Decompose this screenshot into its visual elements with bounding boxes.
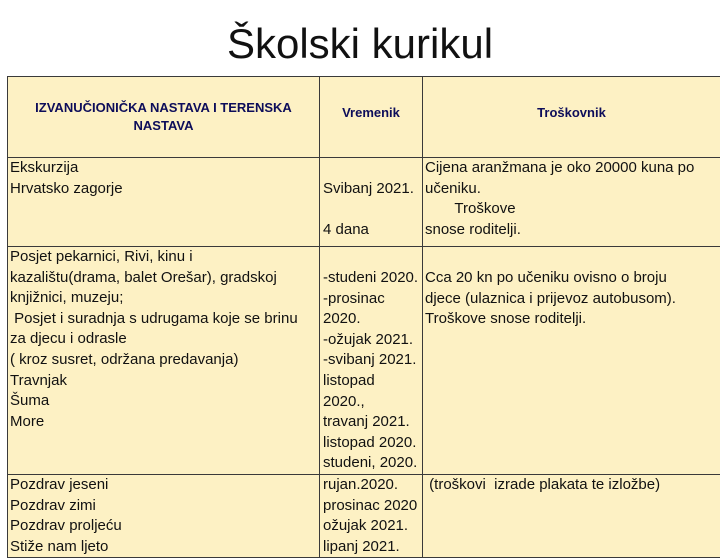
cost-cell [423,158,720,247]
header-costs: Troškovnik [423,77,720,158]
activity-cell [8,158,320,247]
cost-line: Troškove [425,199,545,220]
activity-line: Posjet i suradnja s udrugama koje se brinu [10,309,319,330]
header-schedule: Vremenik [320,77,423,158]
activity-line: kazalištu(drama, balet Orešar), gradskoj [10,268,319,289]
schedule-line: ožujak 2021. [323,516,422,537]
schedule-line: -studeni 2020. [323,268,422,289]
activity-line: Posjet pekarnici, Rivi, kinu i [10,247,319,268]
curriculum-table [7,76,720,558]
cost-line: (troškovi izrade plakata te izložbe) [425,475,720,496]
schedule-cell [320,158,423,247]
schedule-line: -svibanj 2021. [323,350,422,371]
schedule-line: Svibanj 2021. [323,179,422,200]
activity-line: ( kroz susret, održana predavanja) [10,350,319,371]
header-activity: IZVANUČIONIČKA NASTAVA I TERENSKA NASTAVA [8,77,320,158]
schedule-cell [320,247,423,475]
cost-line: Troškove snose roditelji. [425,309,720,330]
activity-cell [8,474,320,557]
cost-cell [423,247,720,475]
cost-line: Cca 20 kn po učeniku ovisno o broju [425,268,720,289]
cost-line: snose roditelji. [425,220,720,241]
schedule-line: listopad 2020. [323,433,422,454]
schedule-line: prosinac 2020 [323,496,422,517]
activity-cell [8,247,320,475]
activity-line: Stiže nam ljeto [10,537,319,558]
cost-line: učeniku. [425,179,720,200]
schedule-line: studeni, 2020. [323,453,422,474]
schedule-line: travanj 2021. [323,412,422,433]
schedule-cell [320,474,423,557]
cost-line: Cijena aranžmana je oko 20000 kuna po [425,158,720,179]
activity-line: Pozdrav zimi [10,496,319,517]
activity-line: More [10,412,319,433]
activity-line: Pozdrav jeseni [10,475,319,496]
table-row [8,247,720,475]
activity-line: Šuma [10,391,319,412]
activity-line: za djecu i odrasle [10,329,319,350]
activity-line: Hrvatsko zagorje [10,179,319,200]
cost-cell [423,474,720,557]
schedule-line: listopad [323,371,422,392]
activity-line: knjižnici, muzeju; [10,288,319,309]
schedule-line: 2020. [323,309,422,330]
activity-line: Pozdrav proljeću [10,516,319,537]
schedule-line: rujan.2020. [323,475,422,496]
cost-line: djece (ulaznica i prijevoz autobusom). [425,289,720,310]
page-title: Školski kurikul [0,14,720,74]
activity-line: Ekskurzija [10,158,319,179]
table-header-row [8,77,720,158]
schedule-line: 2020., [323,392,422,413]
schedule-line: -prosinac [323,289,422,310]
activity-line: Travnjak [10,371,319,392]
schedule-line: -ožujak 2021. [323,330,422,351]
schedule-line: 4 dana [323,220,422,241]
table-row [8,474,720,557]
table-row [8,158,720,247]
schedule-line: lipanj 2021. [323,537,422,558]
